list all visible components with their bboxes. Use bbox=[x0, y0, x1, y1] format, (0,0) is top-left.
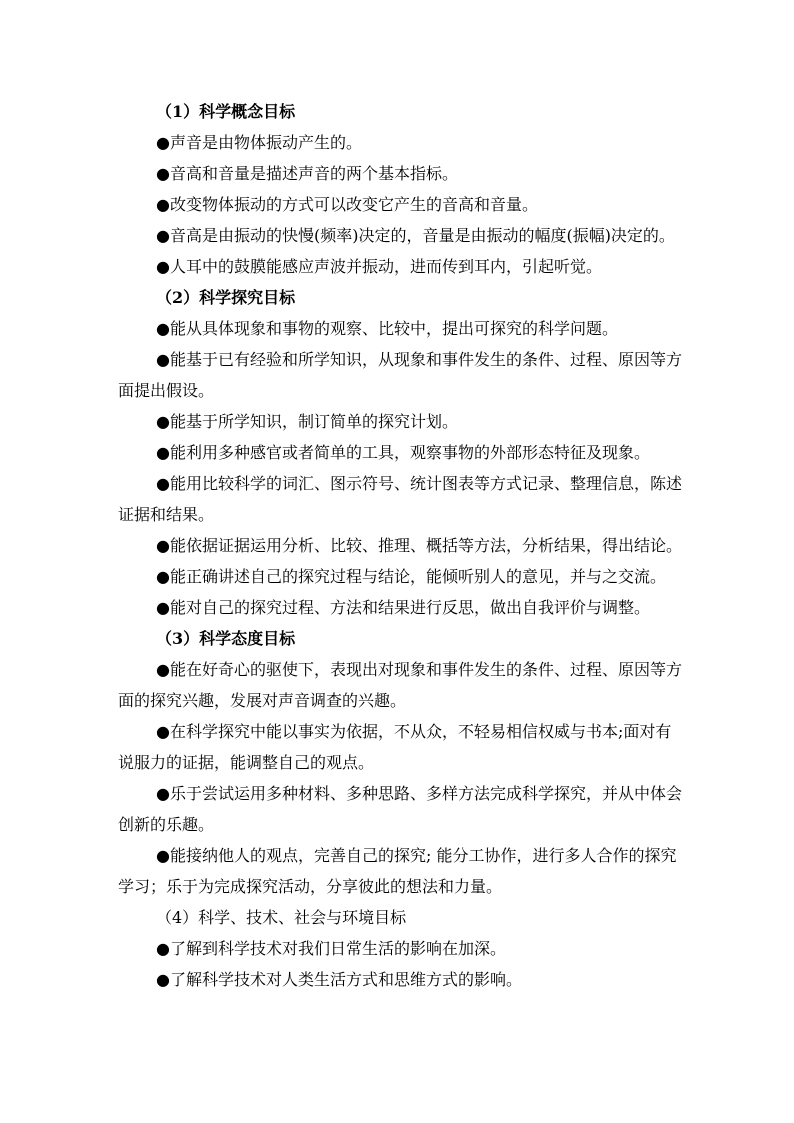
list-item: ●能对自己的探究过程、方法和结果进行反思，做出自我评价与调整。 bbox=[156, 598, 650, 617]
list-item: ●在科学探究中能以事实为依据，不从众，不轻易相信权威与书本;面对有 bbox=[156, 722, 672, 741]
list-item: ●能依据证据运用分析、比较、推理、概括等方法，分析结果，得出结论。 bbox=[156, 536, 682, 555]
list-item-continuation: 学习；乐于为完成探究活动，分享彼此的想法和力量。 bbox=[118, 877, 503, 896]
section-heading-sts: （4）科学、技术、社会与环境目标 bbox=[156, 908, 407, 927]
document-content bbox=[118, 96, 684, 995]
list-item-continuation: 面的探究兴趣，发展对声音调查的兴趣。 bbox=[118, 691, 407, 710]
list-item: ●能接纳他人的观点，完善自己的探究; 能分工协作，进行多人合作的探究 bbox=[156, 846, 677, 865]
list-item: ●能用比较科学的词汇、图示符号、统计图表等方式记录、整理信息，陈述 bbox=[156, 474, 682, 493]
list-item: ●了解科学技术对人类生活方式和思维方式的影响。 bbox=[156, 970, 522, 989]
list-item: ●人耳中的鼓膜能感应声波并振动，进而传到耳内，引起听觉。 bbox=[156, 257, 602, 276]
list-item-continuation: 面提出假设。 bbox=[118, 381, 215, 400]
list-item: ●音高是由振动的快慢(频率)决定的，音量是由振动的幅度(振幅)决定的。 bbox=[156, 226, 675, 245]
list-item: ●能基于所学知识，制订简单的探究计划。 bbox=[156, 412, 458, 431]
list-item: ●声音是由物体振动产生的。 bbox=[156, 133, 362, 152]
list-item: ●能在好奇心的驱使下，表现出对现象和事件发生的条件、过程、原因等方 bbox=[156, 660, 682, 679]
list-item-continuation: 创新的乐趣。 bbox=[118, 815, 215, 834]
list-item: ●了解到科学技术对我们日常生活的影响在加深。 bbox=[156, 939, 506, 958]
section-heading-attitude: （3）科学态度目标 bbox=[156, 629, 296, 648]
section-heading-inquiry: （2）科学探究目标 bbox=[156, 288, 296, 307]
list-item-continuation: 证据和结果。 bbox=[118, 505, 215, 524]
list-item: ●能正确讲述自己的探究过程与结论，能倾听别人的意见，并与之交流。 bbox=[156, 567, 666, 586]
list-item: ●能从具体现象和事物的观察、比较中，提出可探究的科学问题。 bbox=[156, 319, 618, 338]
list-item: ●改变物体振动的方式可以改变它产生的音高和音量。 bbox=[156, 195, 538, 214]
section-heading-concept: （1）科学概念目标 bbox=[156, 102, 296, 121]
list-item: ●能基于已有经验和所学知识，从现象和事件发生的条件、过程、原因等方 bbox=[156, 350, 682, 369]
list-item: ●乐于尝试运用多种材料、多种思路、多样方法完成科学探究，并从中体会 bbox=[156, 784, 682, 803]
list-item: ●能利用多种感官或者简单的工具，观察事物的外部形态特征及现象。 bbox=[156, 443, 650, 462]
list-item: ●音高和音量是描述声音的两个基本指标。 bbox=[156, 164, 458, 183]
list-item-continuation: 说服力的证据，能调整自己的观点。 bbox=[118, 753, 375, 772]
